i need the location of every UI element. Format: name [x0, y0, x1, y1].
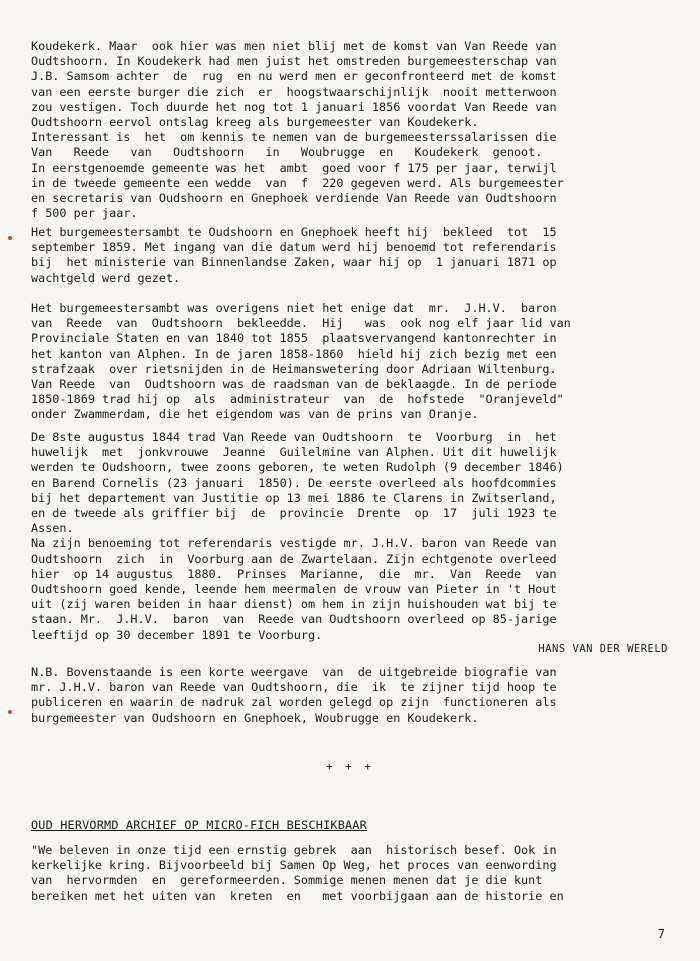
text-line: "We beleven in onze tijd een ernstig gebrek aan historisch besef. Ook in: [31, 843, 557, 857]
text-line: leeftijd op 30 december 1891 te Voorburg.: [31, 627, 323, 642]
text-line: Oudtshoorn zich in Voorburg aan de Zwartelaan. Zijn echtgenote overleed: [31, 551, 557, 566]
text-line: staan. Mr. J.H.V. baron van Reede van Oudtshoorn overleed op 85-jarige: [31, 612, 557, 627]
text-line: bij het departement van Justitie op 13 mei 1886 te Clarens in Zwitserland,: [31, 490, 557, 505]
section-separator: + + +: [325, 760, 375, 773]
text-line: f 500 per jaar.: [31, 206, 138, 221]
text-line: Oudtshoorn. In Koudekerk had men juist het omstreden burgemeesterschap van: [31, 54, 557, 69]
text-line: huwelijk met jonkvrouwe Jeanne Guilelmine van Alphen. Uit dit huwelijk: [31, 445, 557, 460]
text-line: Na zijn benoeming tot referendaris vestigde mr. J.H.V. baron van Reede van: [31, 536, 557, 551]
text-line: en secretaris van Oudshoorn en Gnephoek verdiende Van Reede van Oudtshoorn: [31, 191, 557, 206]
paragraph-huwelijk-en-overlijden: [31, 430, 671, 643]
margin-dot-mark: [8, 236, 12, 240]
paragraph-overige-functies: [31, 301, 671, 423]
text-line: Interessant is het om kennis te nemen van de burgemeesterssalarissen die: [31, 130, 557, 145]
text-line: burgemeester van Oudshoorn en Gnephoek, Woubrugge en Koudekerk.: [31, 710, 479, 725]
text-line: De 8ste augustus 1844 trad Van Reede van Oudtshoorn te Voorburg in het: [31, 430, 557, 444]
text-line: onder Zwammerdam, die het eigendom was van de prins van Oranje.: [31, 407, 479, 422]
text-line: mr. J.H.V. baron van Reede van Oudtshoorn, die ik te zijner tijd hoop te: [31, 680, 557, 695]
text-line: Koudekerk. Maar ook hier was men niet blij met de komst van Van Reede van: [31, 39, 557, 53]
text-line: 1850-1869 trad hij op als administrateur van de hofstede "Oranjeveld": [31, 392, 564, 407]
text-line: van een eerste burger die zich er hoogstwaarschijnlijk nooit metterwoon: [31, 84, 557, 99]
text-line: en de tweede als griffier bij de provincie Drente op 17 juli 1923 te: [31, 506, 557, 521]
text-line: uit (zij waren beiden in haar dienst) om hem in zijn huishouden wat bij te: [31, 597, 557, 612]
text-line: J.B. Samsom achter de rug en nu werd men er geconfronteerd met de komst: [31, 69, 557, 84]
text-line: Van Reede van Oudtshoorn was de raadsman van de beklaagde. In de periode: [31, 377, 557, 392]
text-line: strafzaak over rietsnijden in de Heimanswetering door Adriaan Wiltenburg.: [31, 361, 557, 376]
author-signature: HANS VAN DER WERELD: [538, 643, 668, 655]
text-line: N.B. Bovenstaande is een korte weergave van de uitgebreide biografie van: [31, 665, 557, 679]
text-line: werden te Oudshoorn, twee zoons geboren, te weten Rudolph (9 december 1846): [31, 460, 564, 475]
text-line: september 1859. Met ingang van die datum werd hij benoemd tot referendaris: [31, 240, 557, 255]
text-line: publiceren en waarin de nadruk zal worden gelegd op zijn functioneren als: [31, 695, 557, 710]
text-line: Oudtshoorn eervol ontslag kreeg als burgemeester van Koudekerk.: [31, 115, 479, 130]
paragraph-nota-bene: [31, 665, 671, 726]
text-line: Provinciale Staten en van 1840 tot 1855 plaatsvervangend kantonrechter in: [31, 331, 557, 346]
text-line: kerkelijke kring. Bijvoorbeeld bij Samen Op Weg, het proces van eenwording: [31, 858, 557, 873]
text-line: van Reede van Oudtshoorn bekleedde. Hij was ook nog elf jaar lid van: [31, 316, 571, 331]
margin-dot-mark: [8, 710, 12, 714]
text-line: bereiken met het uiten van kreten en met voorbijgaan aan de historie en: [31, 888, 564, 903]
text-line: Van Reede van Oudtshoorn in Woubrugge en Koudekerk genoot.: [31, 145, 543, 160]
text-line: zou vestigen. Toch duurde het nog tot 1 januari 1856 voordat Van Reede van: [31, 99, 557, 114]
text-line: bij het ministerie van Binnenlandse Zaken, waar hij op 1 januari 1871 op: [31, 255, 557, 270]
text-line: Oudtshoorn goed kende, leende hem meermalen de vrouw van Pieter in 't Hout: [31, 582, 557, 597]
text-line: het kanton van Alphen. In de jaren 1858-1860 hield hij zich bezig met een: [31, 346, 557, 361]
text-line: van hervormden en gereformeerden. Sommige menen menen dat je die kunt: [31, 873, 543, 888]
text-line: In eerstgenoemde gemeente was het ambt goed voor f 175 per jaar, terwijl: [31, 160, 557, 175]
text-line: hier op 14 augustus 1880. Prinses Marianne, die mr. Van Reede van: [31, 566, 557, 581]
page-number: 7: [657, 927, 665, 941]
text-line: Het burgemeestersambt was overigens niet het enige dat mr. J.H.V. baron: [31, 301, 557, 315]
text-line: Assen.: [31, 521, 74, 536]
text-line: Het burgemeestersambt te Oudshoorn en Gnephoek heeft hij bekleed tot 15: [31, 225, 557, 239]
text-line: wachtgeld werd gezet.: [31, 270, 181, 285]
section-heading: OUD HERVORMD ARCHIEF OP MICRO-FICH BESCHIKBAAR: [31, 818, 367, 832]
paragraph-historisch-besef: [31, 843, 671, 904]
paragraph-burgemeester-koudekerk: [31, 39, 671, 221]
paragraph-referendaris: [31, 225, 671, 286]
text-line: in de tweede gemeente een wedde van f 220 gegeven werd. Als burgemeester: [31, 175, 564, 190]
text-line: en Barend Cornelis (23 januari 1850). De eerste overleed als hoofdcommies: [31, 475, 557, 490]
